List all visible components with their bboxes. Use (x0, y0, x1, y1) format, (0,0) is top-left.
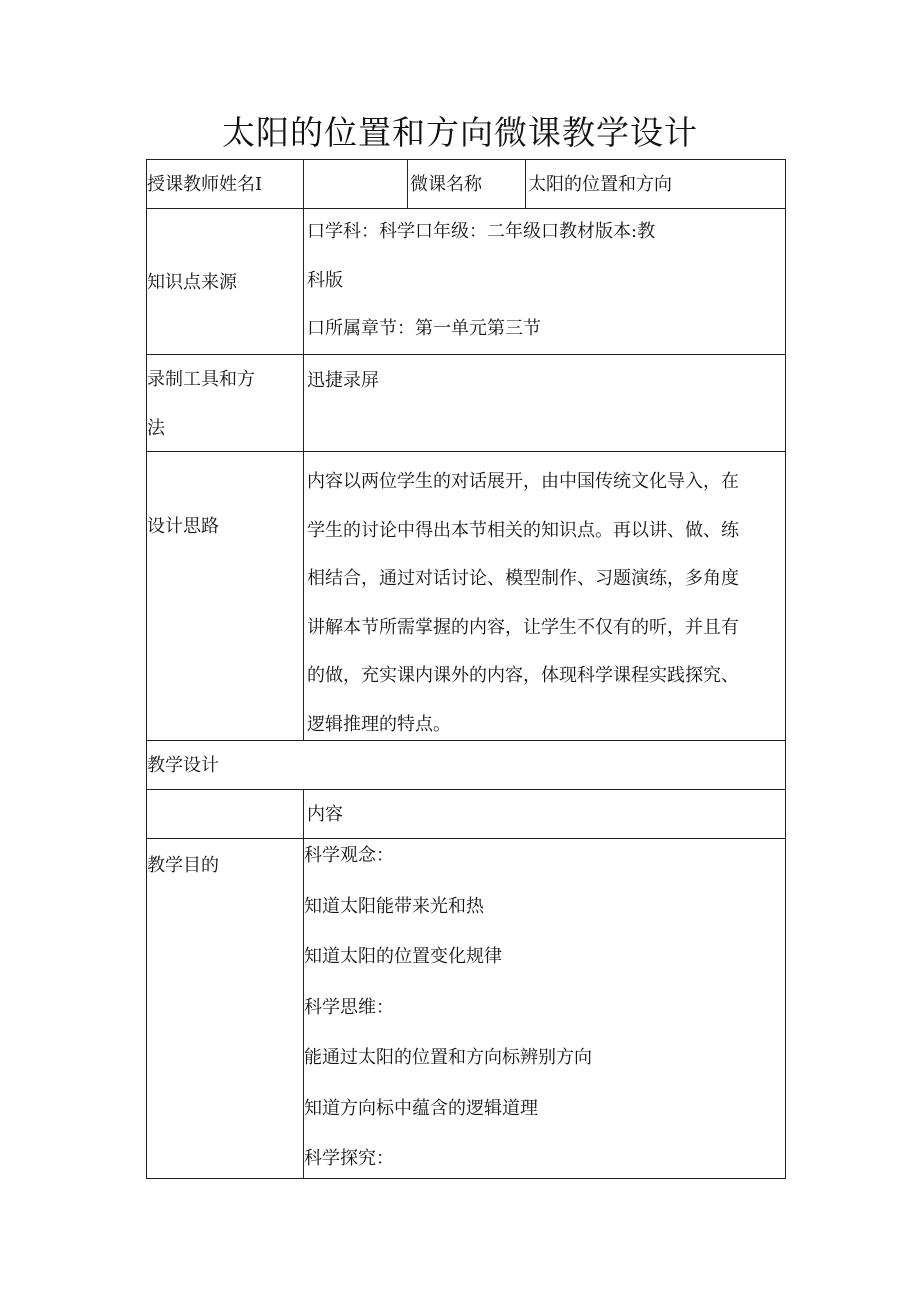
text-line: 科学探究： (304, 1148, 394, 1169)
table-rule (146, 159, 786, 160)
table-rule (303, 159, 304, 740)
text-line: 科学观念： (304, 845, 394, 866)
course-name-label: 微课名称 (410, 174, 482, 195)
teaching-goal-value (304, 843, 592, 1197)
text-line: 口学科：科学口年级：二年级口教材版本:教 (307, 221, 656, 242)
text-line: 学生的讨论中得出本节相关的知识点。再以讲、做、练 (307, 519, 739, 541)
text-line: 口所属章节：第一单元第三节 (307, 318, 541, 339)
text-line: 知道太阳能带来光和热 (304, 895, 484, 917)
text-line: 法 (147, 417, 165, 439)
table-rule (146, 838, 786, 839)
recording-tool-label (147, 356, 255, 453)
text-line: 知道太阳的位置变化规律 (304, 946, 502, 967)
knowledge-source-value (307, 208, 655, 354)
table-rule (146, 354, 786, 355)
text-line: 科版 (307, 269, 343, 291)
course-name-value: 太阳的位置和方向 (528, 174, 672, 195)
teaching-design-heading: 教学设计 (147, 755, 219, 776)
text-line: 相结合，通过对话讨论、模型制作、习题演练，多角度 (307, 568, 739, 589)
content-header: 内容 (307, 804, 343, 825)
recording-tool-value: 迅捷录屏 (307, 370, 379, 391)
text-line: 讲解本节所需掌握的内容，让学生不仅有的听，并且有 (307, 616, 739, 638)
design-idea-label: 设计思路 (147, 516, 219, 537)
table-rule (146, 159, 147, 1179)
text-line: 录制工具和方 (147, 369, 255, 390)
teaching-goal-label: 教学目的 (147, 855, 219, 876)
teacher-name-label: 授课教师姓名I (147, 174, 263, 195)
document-title: 太阳的位置和方向微课教学设计 (222, 113, 698, 152)
text-line: 的做，充实课内课外的内容，体现科学课程实践探究、 (307, 665, 739, 686)
table-rule (785, 159, 786, 1179)
design-idea-value (307, 458, 739, 749)
lesson-design-table (146, 159, 786, 1179)
text-line: 能通过太阳的位置和方向标辨别方向 (304, 1047, 592, 1068)
text-line: 内容以两位学生的对话展开，由中国传统文化导入，在 (307, 471, 739, 492)
text-line: 科学思维： (304, 996, 394, 1018)
text-line: 知道方向标中蕴含的逻辑道理 (304, 1097, 538, 1119)
table-rule (407, 159, 408, 208)
text-line: 逻辑推理的特点。 (307, 713, 451, 735)
table-rule (525, 159, 526, 208)
knowledge-source-label: 知识点来源 (147, 272, 237, 293)
table-rule (146, 789, 786, 790)
